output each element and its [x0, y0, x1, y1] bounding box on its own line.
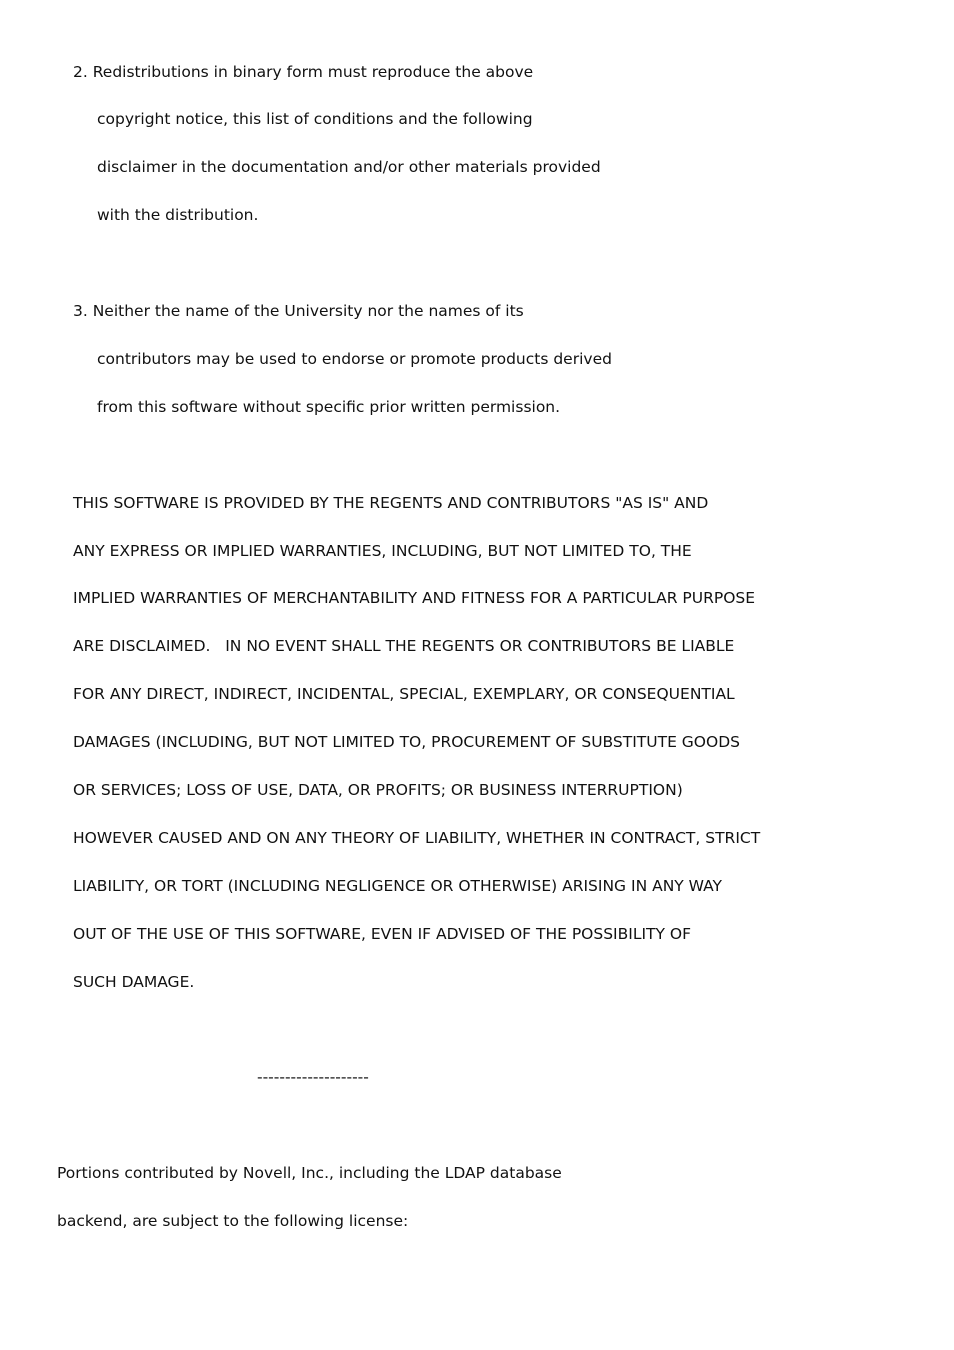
disclaimer-line: HOWEVER CAUSED AND ON ANY THEORY OF LIABILITY, WHETHER IN CONTRACT, STRICT — [73, 829, 761, 847]
clause-2-line: 2. Redistributions in binary form must reproduce the above — [73, 63, 534, 81]
clause-2-line: copyright notice, this list of conditions and the following — [97, 110, 533, 128]
disclaimer-line: THIS SOFTWARE IS PROVIDED BY THE REGENTS AND CONTRIBUTORS "AS IS" AND — [73, 494, 709, 512]
clause-3-line: from this software without specific prior written permission. — [97, 398, 561, 416]
disclaimer-line: OR SERVICES; LOSS OF USE, DATA, OR PROFITS; OR BUSINESS INTERRUPTION) — [73, 781, 683, 799]
section-separator: -------------------- — [257, 1068, 369, 1086]
novell-notice-line: Portions contributed by Novell, Inc., including the LDAP database — [57, 1164, 562, 1182]
disclaimer-line: LIABILITY, OR TORT (INCLUDING NEGLIGENCE OR OTHERWISE) ARISING IN ANY WAY — [73, 877, 723, 895]
clause-2-line: disclaimer in the documentation and/or other materials provided — [97, 158, 601, 176]
disclaimer-line: IMPLIED WARRANTIES OF MERCHANTABILITY AND FITNESS FOR A PARTICULAR PURPOSE — [73, 589, 756, 607]
novell-notice-line: backend, are subject to the following license: — [57, 1212, 409, 1230]
clause-3-line: contributors may be used to endorse or promote products derived — [97, 350, 612, 368]
disclaimer-line: SUCH DAMAGE. — [73, 973, 195, 991]
disclaimer-line: OUT OF THE USE OF THIS SOFTWARE, EVEN IF ADVISED OF THE POSSIBILITY OF — [73, 925, 692, 943]
clause-2-line: with the distribution. — [97, 206, 259, 224]
disclaimer-line: ANY EXPRESS OR IMPLIED WARRANTIES, INCLUDING, BUT NOT LIMITED TO, THE — [73, 542, 692, 560]
disclaimer-line: ARE DISCLAIMED. IN NO EVENT SHALL THE REGENTS OR CONTRIBUTORS BE LIABLE — [73, 637, 735, 655]
clause-3-line: 3. Neither the name of the University nor the names of its — [73, 302, 524, 320]
disclaimer-line: FOR ANY DIRECT, INDIRECT, INCIDENTAL, SPECIAL, EXEMPLARY, OR CONSEQUENTIAL — [73, 685, 735, 703]
disclaimer-line: DAMAGES (INCLUDING, BUT NOT LIMITED TO, PROCUREMENT OF SUBSTITUTE GOODS — [73, 733, 740, 751]
